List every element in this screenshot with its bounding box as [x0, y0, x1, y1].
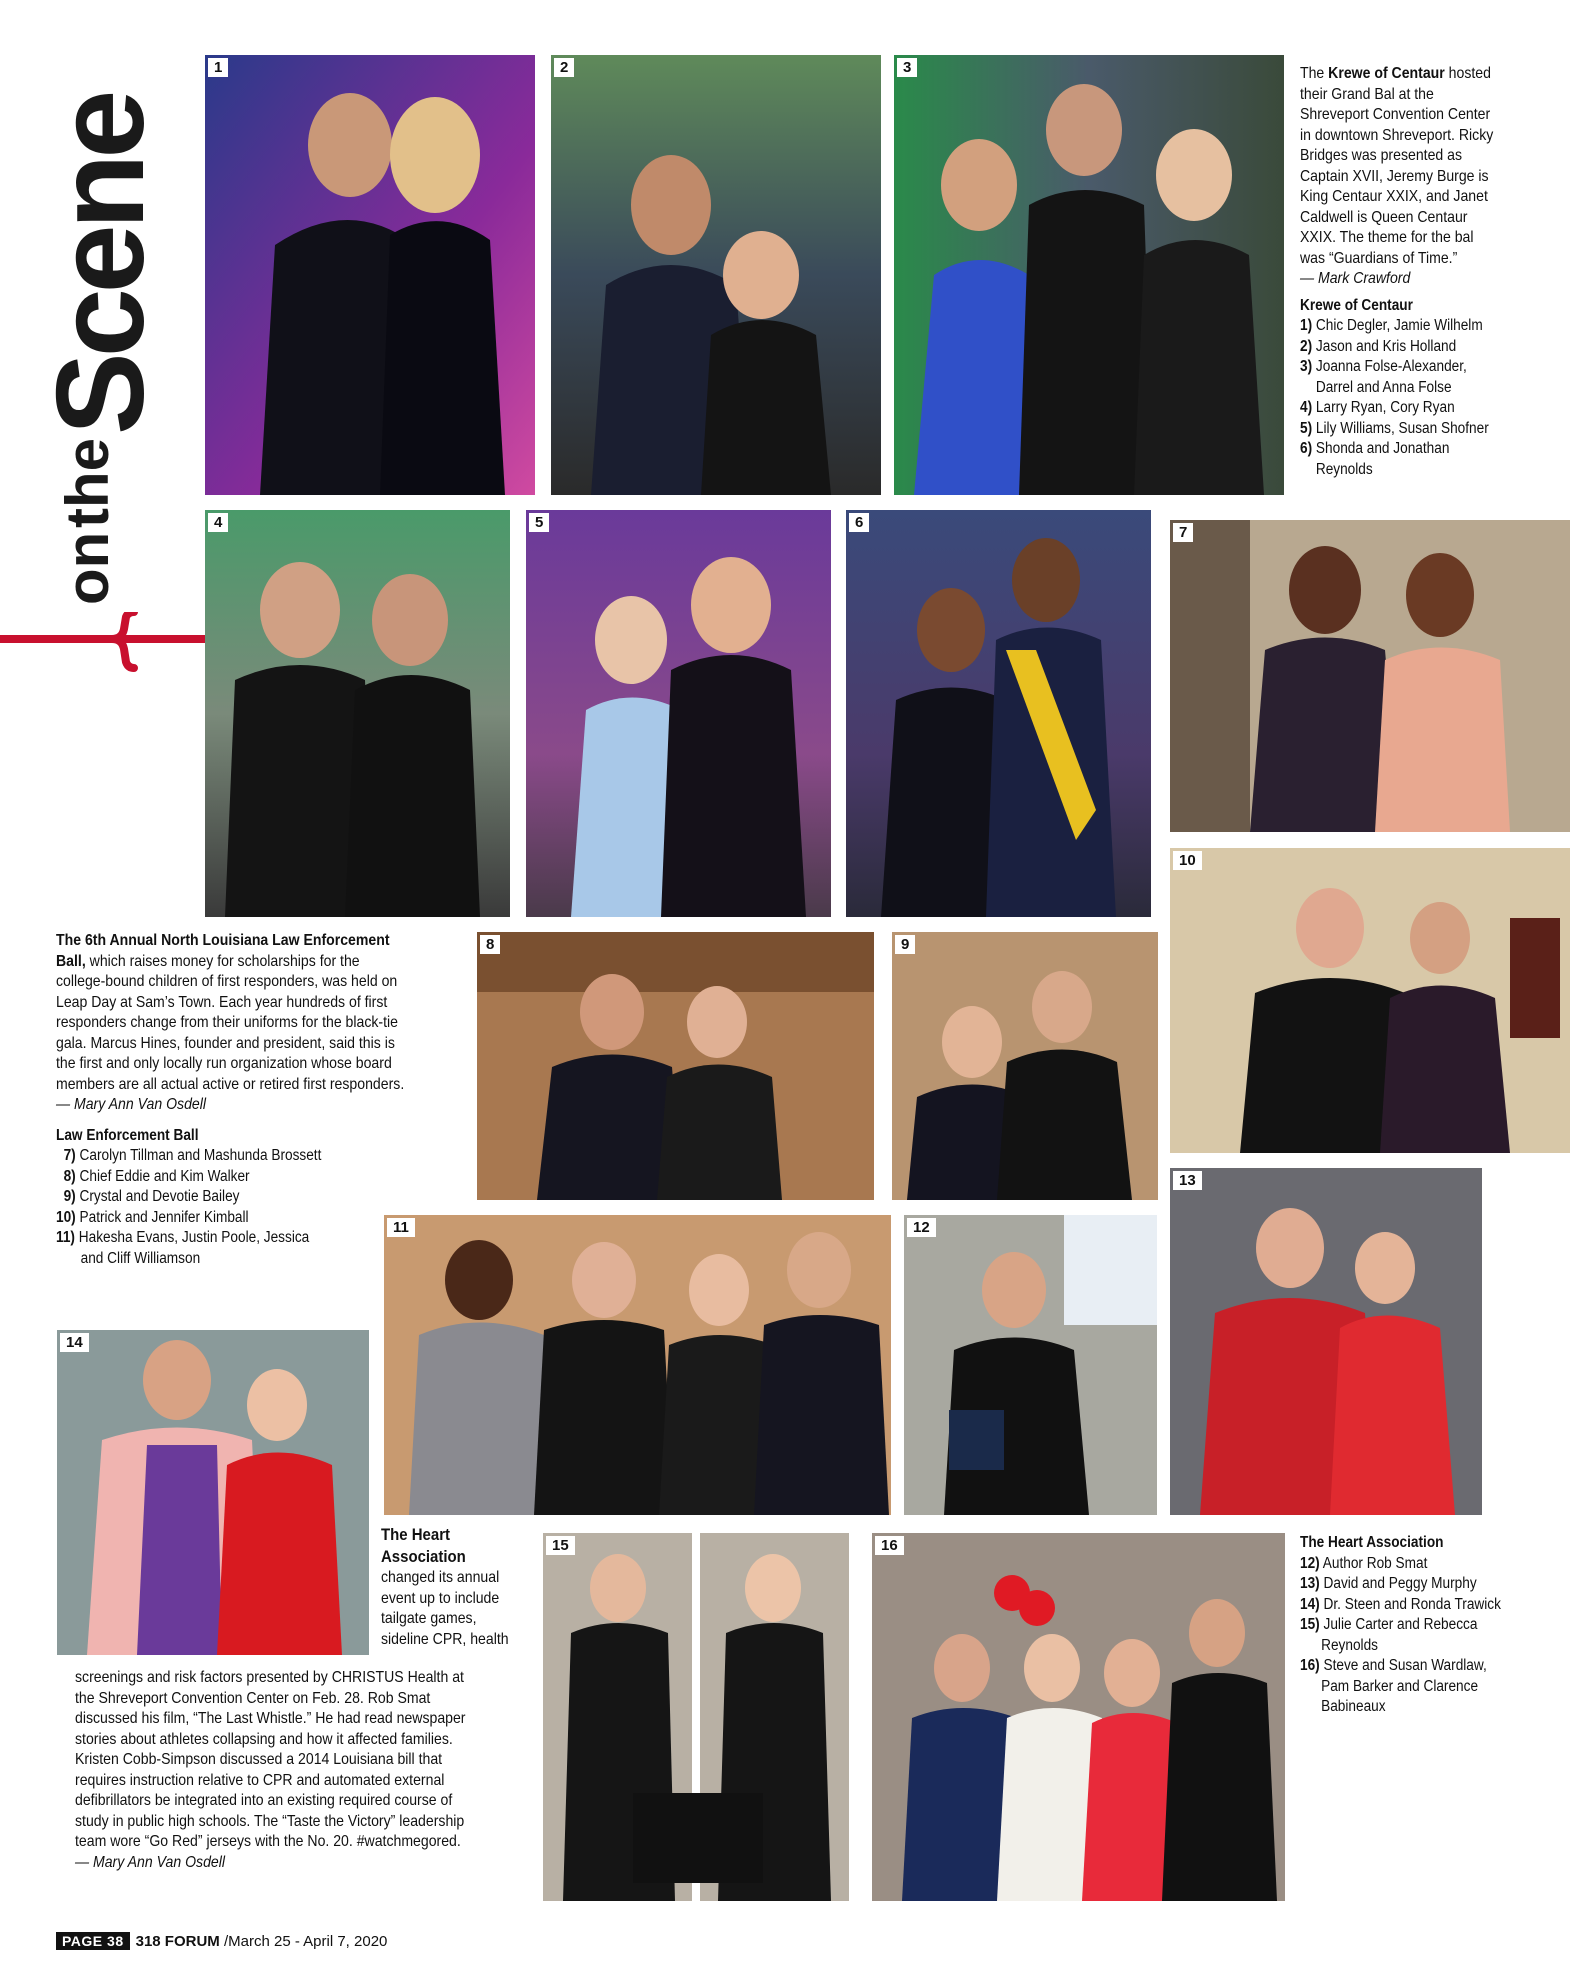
photo-number: 16 [875, 1536, 904, 1555]
section-title-on: on [54, 531, 121, 605]
photo-number: 3 [897, 58, 917, 77]
caption-item: 10) Patrick and Jennifer Kimball [56, 1208, 249, 1226]
caption-item: 12) Author Rob Smat [1300, 1554, 1428, 1572]
photo-number: 12 [907, 1218, 936, 1237]
photo-number: 2 [554, 58, 574, 77]
krewe-caption-title: Krewe of Centaur [1300, 296, 1413, 314]
photo-13 [1170, 1168, 1482, 1515]
photo-number: 6 [849, 513, 869, 532]
caption-item: 16) Steve and Susan Wardlaw, Pam Barker and Clarence Babineaux [1300, 1657, 1487, 1715]
section-title-the: the [54, 438, 121, 528]
photo-11 [384, 1215, 891, 1515]
photo-5 [526, 510, 831, 917]
photo-number: 8 [480, 935, 500, 954]
photo-number: 13 [1173, 1171, 1202, 1190]
caption-item: 15) Julie Carter and Rebecca Reynolds [1300, 1616, 1478, 1654]
section-title-scene: Scene [32, 94, 170, 435]
photo-4 [205, 510, 510, 917]
law-intro: The 6th Annual North Louisiana Law Enforcement Ball, which raises money for scholarships for the college-bound children of first responders, was held on Leap Day at Sam’s Town. Each year hundreds of first responders change from their uniforms for the black-tie gala. Marcus Hines, founder and president, said this is the first and only locally run organization whose board members are all actual active or retired first responders. — Mary Ann Van Osdell [56, 932, 405, 1113]
heart-intro-narrow: The Heart Association changed its annual event up to include tailgate games, sideline CPR, health [381, 1525, 509, 1648]
caption-item: 1) Chic Degler, Jamie Wilhelm [1300, 317, 1483, 334]
heart-captions [1300, 1533, 1502, 1718]
caption-item: 8) Chief Eddie and Kim Walker [63, 1167, 250, 1185]
photo-10 [1170, 848, 1570, 1153]
photo-12 [904, 1215, 1157, 1515]
photo-8 [477, 932, 874, 1200]
page-number: PAGE 38 [56, 1932, 130, 1950]
caption-item: 9) Crystal and Devotie Bailey [63, 1188, 240, 1205]
red-brace-icon [0, 612, 210, 672]
photo-14 [57, 1330, 369, 1655]
caption-item: 14) Dr. Steen and Ronda Trawick [1300, 1595, 1501, 1613]
caption-item: 2) Jason and Kris Holland [1300, 337, 1457, 355]
heart-caption-title: The Heart Association [1300, 1534, 1444, 1551]
photo-16 [872, 1533, 1285, 1901]
photo-2 [551, 55, 881, 495]
krewe-intro: The Krewe of Centaur hosted their Grand Bal at the Shreveport Convention Center in downtown Shreveport. Ricky Bridges was presented as Captain XVII, Jeremy Burge is King Centaur XXIX, and Janet Caldwell is Queen Centaur XXIX. The theme for the bal was “Guardians of Time.” [1300, 65, 1494, 267]
photo-15 [543, 1533, 849, 1901]
caption-item: 3) Joanna Folse-Alexander, Darrel and Anna Folse [1300, 358, 1467, 396]
photo-number: 7 [1173, 523, 1193, 542]
law-byline: — Mary Ann Van Osdell [56, 1096, 206, 1113]
law-article [56, 931, 408, 1269]
caption-item: 7) Carolyn Tillman and Mashunda Brossett [63, 1147, 322, 1164]
issue-date: /March 25 - April 7, 2020 [223, 1933, 388, 1950]
photo-number: 1 [208, 58, 228, 77]
photo-number: 5 [529, 513, 549, 532]
photo-number: 4 [208, 513, 228, 532]
caption-item: 4) Larry Ryan, Cory Ryan [1300, 399, 1455, 416]
photo-number: 11 [387, 1218, 415, 1237]
page-footer [56, 1932, 387, 1950]
photo-1 [205, 55, 535, 495]
heart-byline: — Mary Ann Van Osdell [75, 1853, 225, 1871]
photo-6 [846, 510, 1151, 917]
krewe-article [1300, 64, 1502, 480]
publication-name: 318 FORUM [135, 1933, 220, 1950]
caption-item: 6) Shonda and Jonathan Reynolds [1300, 440, 1450, 478]
krewe-byline: — Mark Crawford [1300, 270, 1411, 287]
photo-number: 14 [60, 1333, 89, 1352]
photo-number: 9 [895, 935, 915, 954]
photo-7 [1170, 520, 1570, 832]
caption-item: 13) David and Peggy Murphy [1300, 1575, 1477, 1592]
caption-item: 11) Hakesha Evans, Justin Poole, Jessica and Cliff Williamson [56, 1229, 310, 1267]
photo-number: 10 [1173, 851, 1202, 870]
caption-item: 5) Lily Williams, Susan Shofner [1300, 419, 1489, 437]
law-caption-title: Law Enforcement Ball [56, 1126, 199, 1144]
photo-9 [892, 932, 1158, 1200]
photo-number: 15 [546, 1536, 575, 1555]
heart-intro-wide: screenings and risk factors presented by CHRISTUS Health at the Shreveport Convention Center on Feb. 28. Rob Smat discussed his film, “The Last Whistle.” He had read newspaper stories about athletes collapsing and how it affected families. Kristen Cobb-Simpson discussed a 2014 Louisiana bill that requires instruction relative to CPR and automated external defibrillators be integrated into an existing required course of study in public high schools. The “Taste the Victory” leadership team wore “Go Red” jerseys with the No. 20. #watchmegored. — Mary Ann Van Osdell [75, 1668, 475, 1873]
photo-3 [894, 55, 1284, 495]
